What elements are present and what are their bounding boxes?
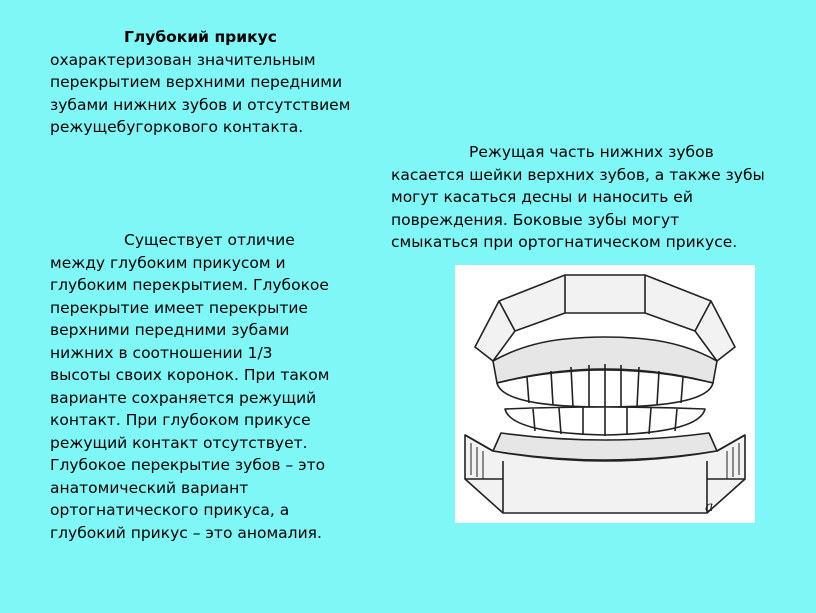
text-line: охарактеризован значительным [50,50,316,69]
text-line: верхними передними зубами [50,321,290,339]
text-line: анатомический вариант [50,478,249,497]
text-line: режущий контакт отсутствует. [50,433,308,452]
text-line: режущебугоркового контакта. [50,118,304,136]
text-line: нижних в соотношении 1/3 [50,343,273,362]
figure-caption: а [705,499,714,515]
text-line: зубами нижних зубов и отсутствием [50,95,351,114]
text-line: касается шейки верхних зубов, а также зубы [391,165,765,184]
text-line: перекрытие имеет перекрытие [50,298,308,317]
text-line: смыкаться при ортогнатическом прикусе. [391,233,738,251]
text-line: ортогнатического прикуса, а [50,501,290,519]
text-line: могут касаться десны и наносить ей [391,188,693,206]
text-line: Режущая часть нижних зубов [469,143,714,161]
difference-paragraph [50,229,370,544]
dental-cast-illustration [455,265,755,523]
text-line: повреждения. Боковые зубы могут [391,210,680,229]
text-line: глубокий прикус – это аномалия. [50,523,322,542]
text-line: Существует отличие [124,231,295,249]
text-line: глубоким перекрытием. Глубокое [50,276,329,294]
text-line: Глубокое перекрытие зубов – это [50,456,326,474]
incisal-contact-paragraph [391,141,791,254]
text-line: высоты своих коронок. При таком [50,366,330,384]
text-line: перекрытием верхними передними [50,73,343,91]
text-line: контакт. При глубоком прикусе [50,411,311,429]
text-line: варианте сохраняется режущий [50,388,317,407]
deep-bite-title: Глубокий прикус [124,28,277,46]
deep-bite-definition [50,26,380,139]
dental-cast-drawing-icon [455,265,755,523]
text-line: между глубоким прикусом и [50,253,286,272]
